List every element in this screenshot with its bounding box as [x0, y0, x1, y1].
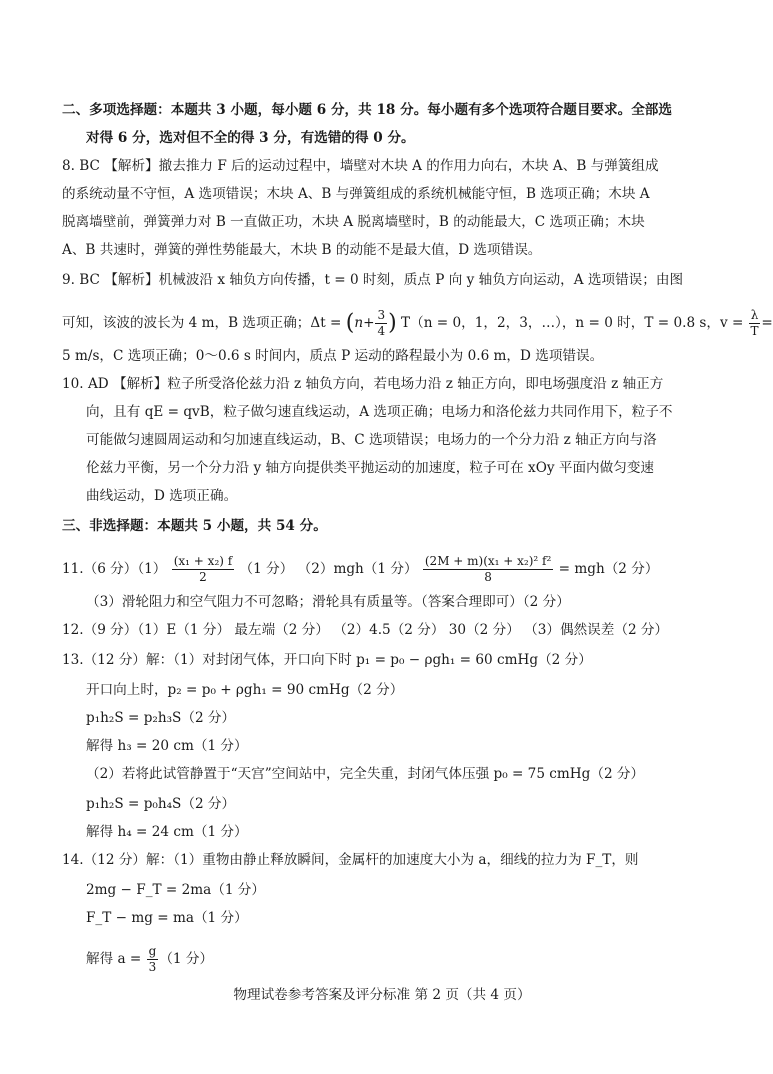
- q9-line3: 5 m/s，C 选项正确；0～0.6 s 时间内，质点 P 运动的路程最小为 0.6 m，D 选项错误。: [62, 348, 604, 364]
- q11-fraction-2: [423, 554, 553, 585]
- q12-line1: 12.（9 分）（1）E（1 分） 最左端（2 分） （2）4.5（2 分） 30（2 分） （3）偶然误差（2 分）: [62, 622, 669, 638]
- q13-line7: 解得 h₄ = 24 cm（1 分）: [86, 824, 248, 840]
- q10-line3: 可能做匀速圆周运动和匀加速直线运动，B、C 选项错误；电场力的一个分力沿 z 轴正方向与洛: [86, 432, 657, 448]
- q13-line5: （2）若将此试管静置于“天宫”空间站中，完全失重，封闭气体压强 p₀ = 75 cmHg（2 分）: [86, 766, 645, 782]
- fraction-numerator: (x₁ + x₂) f: [173, 554, 233, 568]
- fraction-numerator: 3: [377, 308, 386, 322]
- q10-line1: 10. AD 【解析】粒子所受洛伦兹力沿 z 轴负方向，若电场力沿 z 轴正方向，即电场强度沿 z 轴正方: [62, 376, 664, 392]
- q14-line2: 2mg − F_T = 2ma（1 分）: [86, 882, 265, 898]
- q11-part-a: 11.（6 分）（1）: [62, 561, 167, 577]
- paren-close: ): [388, 310, 397, 336]
- section2-title-line2: 对得 6 分，选对但不全的得 3 分，有选错的得 0 分。: [86, 130, 415, 146]
- fraction-numerator: (2M + m)(x₁ + x₂)² f²: [424, 554, 552, 568]
- q11-part-c: = mgh（2 分）: [558, 561, 659, 577]
- fraction-lambda-over-t: [749, 308, 761, 339]
- q9-line2-start: 可知，该波的波长为 4 m，B 选项正确；Δt =: [62, 315, 342, 331]
- fraction-three-quarters: [375, 308, 387, 339]
- section2-title-line1: 二、多项选择题：本题共 3 小题，每小题 6 分，共 18 分。每小题有多个选项符合题目要求。全部选: [62, 102, 672, 118]
- q9-line2: [62, 308, 773, 339]
- q9-line2-end: T（n = 0，1，2，3，…），n = 0 时，T = 0.8 s，v =: [401, 315, 744, 331]
- q11-part-b: （1 分） （2）mgh（1 分）: [239, 561, 418, 577]
- q11-fraction-1: [172, 554, 234, 585]
- q14-line4-end: （1 分）: [159, 951, 214, 967]
- paren-open: (: [345, 310, 355, 336]
- q9-line1: 9. BC 【解析】机械波沿 x 轴负方向传播，t = 0 时刻，质点 P 向 y 轴负方向运动，A 选项错误；由图: [62, 272, 684, 288]
- q14-line4-start: 解得 a =: [86, 951, 142, 967]
- q9-plus: +: [363, 315, 375, 331]
- q8-line4: A、B 共速时，弹簧的弹性势能最大，木块 B 的动能不是最大值，D 选项错误。: [62, 242, 542, 258]
- q13-line6: p₁h₂S = p₀h₄S（2 分）: [86, 796, 236, 812]
- q8-line1: 8. BC 【解析】撤去推力 F 后的运动过程中，墙壁对木块 A 的作用力向右，木块 A、B 与弹簧组成: [62, 158, 659, 174]
- fraction-denominator: 3: [148, 960, 157, 974]
- q14-line1: 14.（12 分）解：（1）重物由静止释放瞬间，金属杆的加速度大小为 a，细线的拉力为 F_T，则: [62, 852, 639, 868]
- q14-line4: [86, 944, 746, 975]
- fraction-denominator: 4: [377, 324, 386, 338]
- q8-line3: 脱离墙壁前，弹簧弹力对 B 一直做正功，木块 A 脱离墙壁时，B 的动能最大，C 选项正确；木块: [62, 214, 645, 230]
- q9-n: n: [354, 315, 364, 331]
- fraction-g-over-3: [147, 944, 159, 975]
- q13-line1: 13.（12 分）解：（1）对封闭气体，开口向下时 p₁ = p₀ − ρgh₁ = 60 cmHg（2 分）: [62, 652, 592, 668]
- section3-title: 三、非选择题：本题共 5 小题，共 54 分。: [62, 518, 327, 534]
- q9-equals: =: [761, 315, 773, 331]
- q10-line2: 向，且有 qE = qvB，粒子做匀速直线运动，A 选项正确；电场力和洛伦兹力共同作用下，粒子不: [86, 404, 673, 420]
- q10-line4: 伦兹力平衡，另一个分力沿 y 轴方向提供类平抛运动的加速度，粒子可在 xOy 平面内做匀变速: [86, 460, 655, 476]
- q13-line2: 开口向上时，p₂ = p₀ + ρgh₁ = 90 cmHg（2 分）: [86, 682, 404, 698]
- q11-line1: [62, 554, 722, 585]
- q13-line4: 解得 h₃ = 20 cm（1 分）: [86, 738, 248, 754]
- q14-line3: F_T − mg = ma（1 分）: [86, 910, 248, 926]
- page-footer: 物理试卷参考答案及评分标准 第 2 页（共 4 页）: [233, 987, 531, 1003]
- fraction-denominator: T: [750, 324, 759, 338]
- q13-line3: p₁h₂S = p₂h₃S（2 分）: [86, 710, 236, 726]
- fraction-numerator: λ: [750, 308, 759, 322]
- fraction-numerator: g: [148, 944, 157, 958]
- fraction-denominator: 2: [199, 570, 207, 584]
- fraction-denominator: 8: [484, 570, 492, 584]
- q10-line5: 曲线运动，D 选项正确。: [86, 488, 238, 504]
- q11-line2: （3）滑轮阻力和空气阻力不可忽略；滑轮具有质量等。（答案合理即可）（2 分）: [86, 594, 570, 610]
- q8-line2: 的系统动量不守恒，A 选项错误；木块 A、B 与弹簧组成的系统机械能守恒，B 选项正确；木块 A: [62, 186, 650, 202]
